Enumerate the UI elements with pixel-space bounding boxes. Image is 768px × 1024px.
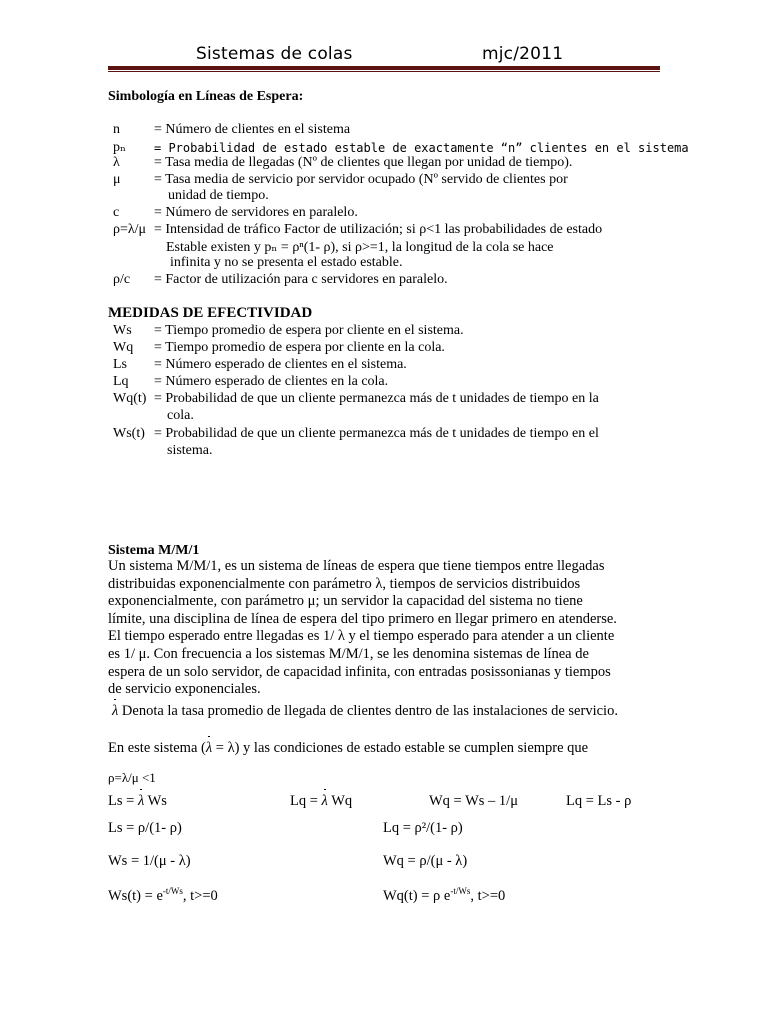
formula-exponent: -t/Ws (450, 886, 471, 896)
system-line (108, 740, 588, 757)
mm1-heading: Sistema M/M/1 (108, 543, 200, 558)
formula-part: Wq (327, 793, 353, 809)
lambda-bar-description: Denota la tasa promedio de llegada de clientes dentro de las instalaciones de servicio. (121, 703, 618, 719)
formula-exponent: -t/Ws (162, 886, 183, 896)
stability-condition: ρ=λ/μ <1 (108, 770, 156, 785)
formula-ws-mu: Ws = 1/(μ - λ) (108, 853, 191, 869)
effectiveness-heading: MEDIDAS DE EFECTIVIDAD (108, 305, 313, 321)
definition: = Número esperado de clientes en el sistema. (154, 357, 407, 372)
definition: = Número de servidores en paralelo. (154, 205, 358, 220)
symbol: n (113, 122, 120, 137)
formula-ls-rho: Ls = ρ/(1- ρ) (108, 820, 182, 836)
formula-wq-ws: Wq = Ws – 1/μ (429, 793, 518, 809)
formula-ws-t (108, 886, 218, 905)
formula-part: Ls = (108, 793, 138, 809)
lambda-bar-symbol: λ (112, 703, 119, 719)
symbol: Ws (113, 323, 132, 338)
formula-part: , t>=0 (182, 887, 218, 904)
definition-continuation: cola. (167, 408, 194, 423)
formula-part: Wq(t) = ρ e (383, 887, 451, 904)
paragraph-line: Un sistema M/M/1, es un sistema de líneas de espera que tiene tiempos entre llegadas (108, 558, 605, 574)
paragraph-line: exponencialmente, con parámetro μ; un servidor la capacidad del sistema no tiene (108, 593, 583, 610)
symbol: Wq (113, 340, 134, 355)
formula-part: Lq = (290, 793, 322, 809)
formula-lq-ls: Lq = Ls - ρ (566, 793, 632, 809)
symbol: μ (113, 172, 121, 187)
lambda-bar-symbol: λ (205, 740, 213, 756)
definition: = Tiempo promedio de espera por cliente en el sistema. (154, 323, 464, 338)
definition-continuation: sistema. (167, 443, 213, 458)
symbol: c (113, 205, 120, 220)
paragraph-line: El tiempo esperado entre llegadas es 1/ λ y el tiempo esperado para atender a un cliente (108, 628, 615, 645)
formula-part: Ws (144, 793, 167, 809)
symbology-heading: Simbología en Líneas de Espera: (108, 89, 304, 104)
symbol: ρ=λ/μ (113, 222, 147, 237)
symbol: Ws(t) (113, 426, 145, 441)
paragraph-line: es 1/ μ. Con frecuencia a los sistemas M/M/1, se les denomina sistemas de línea de (108, 645, 589, 662)
symbol: λ (113, 155, 120, 170)
formula-lq-rho: Lq = ρ²/(1- ρ) (383, 820, 463, 836)
definition: = Intensidad de tráfico Factor de utilización; si ρ<1 las probabilidades de estado (154, 222, 603, 237)
mm1-paragraph (108, 558, 668, 699)
formula-ls-lambda (108, 793, 167, 810)
header-rule (108, 66, 660, 70)
definition: = Número de clientes en el sistema (154, 122, 351, 137)
paragraph-line: espera de un solo servidor, de capacidad infinita, con entradas posissonianas y tiempos (108, 663, 611, 680)
definition-continuation: Estable existen y pₙ = ρⁿ(1- ρ), si ρ>=1, la longitud de la cola se hace (166, 240, 554, 255)
lambda-bar-note (112, 703, 618, 720)
system-line-suffix: = λ) y las condiciones de estado estable se cumplen siempre que (212, 740, 589, 756)
symbol: Wq(t) (113, 391, 147, 406)
header-rule-thin (108, 71, 660, 72)
system-line-prefix: En este sistema ( (108, 740, 206, 756)
definition: = Tiempo promedio de espera por cliente en la cola. (154, 340, 445, 355)
definition: = Probabilidad de estado estable de exactamente “n” clientes en el sistema (154, 141, 689, 155)
formula-part: Ws(t) = e (108, 887, 163, 904)
formula-part: , t>=0 (470, 887, 506, 904)
author-year: mjc/2011 (482, 44, 564, 64)
lambda-bar-symbol: λ (137, 793, 145, 809)
definition-continuation: infinita y no se presenta el estado estable. (170, 255, 403, 270)
definition: = Probabilidad de que un cliente permanezca más de t unidades de tiempo en la (154, 391, 599, 406)
definition: = Probabilidad de que un cliente permanezca más de t unidades de tiempo en el (154, 426, 599, 441)
formula-wq-t (383, 886, 505, 905)
symbol: Lq (113, 374, 129, 389)
definition: = Número esperado de clientes en la cola. (154, 374, 389, 389)
definition: = Tasa media de servicio por servidor ocupado (Nº servido de clientes por (154, 172, 568, 187)
lambda-bar-symbol: λ (321, 793, 328, 809)
symbol: pₙ (113, 140, 127, 155)
definition-continuation: unidad de tiempo. (168, 188, 269, 203)
formula-lq-lambda (290, 793, 352, 810)
paragraph-line: distribuidas exponencialmente con parámetro λ, tiempos de servicios distribuidos (108, 575, 581, 592)
paragraph-line: de servicio exponenciales. (108, 681, 261, 698)
symbol: Ls (113, 357, 127, 372)
page-title: Sistemas de colas (196, 44, 353, 64)
definition: = Tasa media de llegadas (Nº de clientes que llegan por unidad de tiempo). (154, 155, 573, 170)
symbol: ρ/c (113, 272, 131, 287)
formula-wq-mu: Wq = ρ/(μ - λ) (383, 853, 468, 869)
paragraph-line: límite, una disciplina de línea de espera del tipo primero en llegar primero en atenderse. (108, 610, 617, 627)
definition: = Factor de utilización para c servidores en paralelo. (154, 272, 448, 287)
